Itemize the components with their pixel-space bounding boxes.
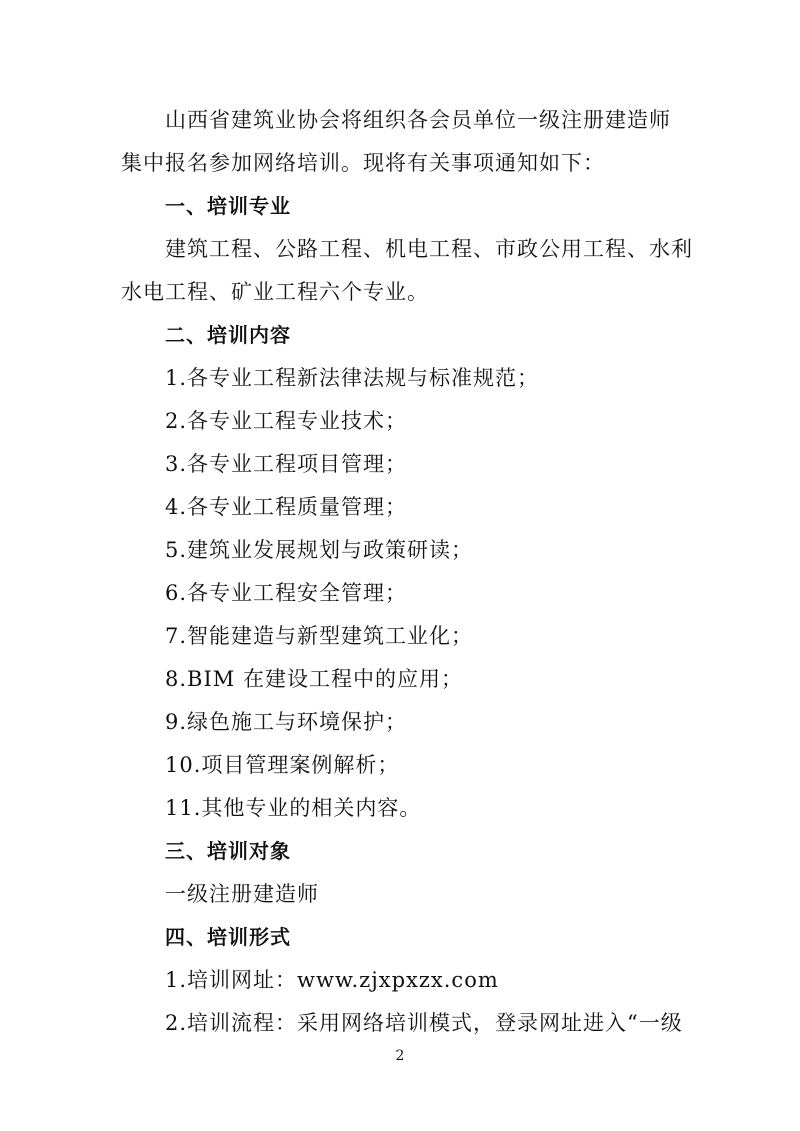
content-item-6: 6.各专业工程安全管理； [165, 581, 408, 605]
content-item-7: 7.智能建造与新型建筑工业化； [165, 624, 474, 648]
content-item-10: 10.项目管理案例解析； [165, 753, 400, 777]
content-item-5: 5.建筑业发展规划与政策研读； [165, 538, 474, 562]
major-line-1: 建筑工程、公路工程、机电工程、市政公用工程、水利 [165, 237, 693, 261]
format-item-1: 1.培训网址：www.zjxpxzx.com [165, 968, 499, 992]
section-heading-audience: 三、培训对象 [165, 839, 291, 863]
intro-line-2: 集中报名参加网络培训。现将有关事项通知如下： [121, 151, 605, 175]
section-heading-format: 四、培训形式 [165, 925, 291, 949]
content-item-1: 1.各专业工程新法律法规与标准规范； [165, 366, 540, 390]
format-item-2: 2.培训流程：采用网络培训模式，登录网址进入“一级 [165, 1011, 683, 1035]
content-item-2: 2.各专业工程专业技术； [165, 409, 408, 433]
audience-text: 一级注册建造师 [165, 882, 319, 906]
intro-line-1: 山西省建筑业协会将组织各会员单位一级注册建造师 [165, 108, 671, 132]
content-item-8: 8.BIM 在建设工程中的应用； [165, 667, 463, 691]
content-item-9: 9.绿色施工与环境保护； [165, 710, 408, 734]
major-line-2: 水电工程、矿业工程六个专业。 [121, 280, 429, 304]
content-item-4: 4.各专业工程质量管理； [165, 495, 408, 519]
content-item-3: 3.各专业工程项目管理； [165, 452, 408, 476]
section-heading-content: 二、培训内容 [165, 323, 291, 347]
page-number: 2 [395, 1048, 405, 1064]
content-item-11: 11.其他专业的相关内容。 [165, 796, 422, 820]
section-heading-major: 一、培训专业 [165, 194, 291, 218]
